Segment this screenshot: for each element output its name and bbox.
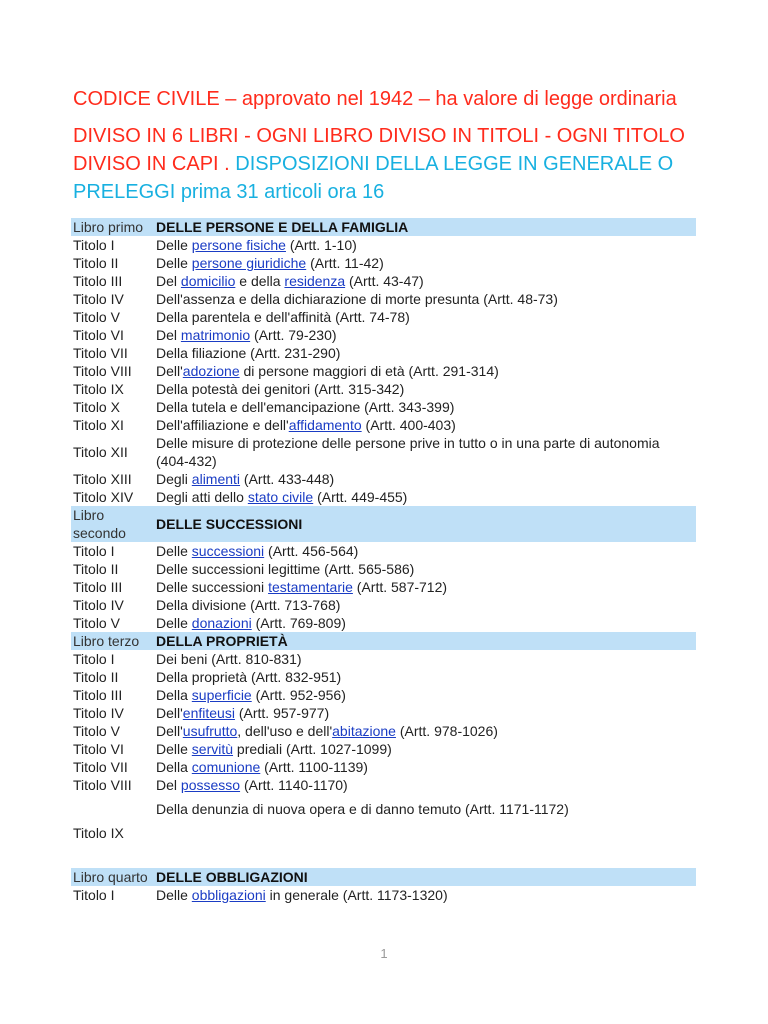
title-description xyxy=(154,740,696,758)
article-link[interactable]: alimenti xyxy=(191,471,241,487)
article-link[interactable]: residenza xyxy=(284,273,346,289)
title-label: Titolo V xyxy=(73,723,120,739)
title-label: Titolo V xyxy=(73,615,120,631)
book-name xyxy=(154,506,696,542)
book-name xyxy=(154,868,696,886)
text-segment: Della divisione (Artt. 713-768) xyxy=(156,597,341,613)
text-segment: Dei beni (Artt. 810-831) xyxy=(156,651,302,667)
article-link[interactable]: persone giuridiche xyxy=(191,255,307,271)
title-row xyxy=(71,434,696,470)
text-segment: Della xyxy=(156,687,192,703)
title-description xyxy=(154,614,696,632)
title-description xyxy=(154,758,696,776)
text-segment: Dell'affiliazione e dell' xyxy=(156,417,289,433)
article-link[interactable]: enfiteusi xyxy=(182,705,235,721)
title-description xyxy=(154,380,696,398)
title-label: Titolo VII xyxy=(73,345,128,361)
text-segment: (Artt. 1140-1170) xyxy=(240,777,348,793)
title-row xyxy=(71,686,696,704)
text-segment: di persone maggiori di età (Artt. 291-314) xyxy=(239,363,499,379)
text-segment: Della parentela e dell'affinità (Artt. 74-78) xyxy=(156,309,410,325)
title-label: Titolo IX xyxy=(73,825,124,841)
book-name xyxy=(154,632,696,650)
text-segment: Del xyxy=(156,327,181,343)
text-segment: (Artt. 11-42) xyxy=(306,255,384,271)
text-segment: Dell' xyxy=(156,723,183,739)
text-segment: Della potestà dei genitori (Artt. 315-342) xyxy=(156,381,405,397)
title-label: Titolo I xyxy=(73,543,115,559)
article-link[interactable]: possesso xyxy=(180,777,241,793)
document-heading: CODICE CIVILE – approvato nel 1942 – ha valore di legge ordinaria xyxy=(73,88,677,110)
title-row xyxy=(71,272,696,290)
text-segment: (Artt. 952-956) xyxy=(251,687,346,703)
text-segment: Delle xyxy=(156,543,192,559)
article-link[interactable]: abitazione xyxy=(332,723,396,739)
page-number: 1 xyxy=(380,946,388,961)
title-row xyxy=(71,290,696,308)
text-segment: Delle xyxy=(156,887,192,903)
title-description xyxy=(154,398,696,416)
title-row xyxy=(71,380,696,398)
spacer-cell xyxy=(71,844,696,868)
title-label: Titolo VI xyxy=(73,741,124,757)
title-label: Titolo X xyxy=(73,399,120,415)
title-description xyxy=(154,308,696,326)
document-subheading xyxy=(73,122,723,206)
text-segment: DELLE PERSONE E DELLA FAMIGLIA xyxy=(156,219,409,235)
title-description xyxy=(154,272,696,290)
title-description xyxy=(154,344,696,362)
title-description xyxy=(154,326,696,344)
title-row xyxy=(71,362,696,380)
title-description xyxy=(154,794,696,844)
title-row xyxy=(71,416,696,434)
title-label: Titolo XIV xyxy=(73,489,134,505)
text-segment: (Artt. 769-809) xyxy=(251,615,346,631)
text-segment: Della proprietà (Artt. 832-951) xyxy=(156,669,342,685)
title-description xyxy=(154,722,696,740)
title-label: Titolo III xyxy=(73,687,123,703)
title-description xyxy=(154,650,696,668)
text-segment: (Artt. 400-403) xyxy=(361,417,456,433)
title-row xyxy=(71,650,696,668)
text-segment: Della denunzia di nuova opera e di danno temuto (Artt. 1171-1172) xyxy=(156,801,569,817)
title-label: Titolo II xyxy=(73,255,119,271)
text-segment: (Artt. 1-10) xyxy=(285,237,357,253)
text-segment: Delle successioni legittime (Artt. 565-586) xyxy=(156,561,415,577)
title-row xyxy=(71,886,696,904)
article-link[interactable]: testamentarie xyxy=(268,579,353,595)
title-row xyxy=(71,542,696,560)
text-segment: Delle xyxy=(156,615,192,631)
text-segment: prediali (Artt. 1027-1099) xyxy=(233,741,392,757)
text-segment: (Artt. 957-977) xyxy=(234,705,330,721)
title-row xyxy=(71,308,696,326)
title-label: Titolo I xyxy=(73,887,115,903)
title-description xyxy=(154,542,696,560)
text-segment: Della xyxy=(156,759,192,775)
title-row xyxy=(71,776,696,794)
article-link[interactable]: usufrutto xyxy=(182,723,238,739)
codice-table-body xyxy=(71,218,696,904)
text-segment: Delle misure di protezione delle persone prive in tutto o in una parte di autonomia (404-432) xyxy=(156,435,660,469)
title-label: Titolo IV xyxy=(73,597,124,613)
text-segment: (Artt. 587-712) xyxy=(352,579,448,595)
title-description xyxy=(154,434,696,470)
book-label: Libro primo xyxy=(71,218,154,236)
article-link[interactable]: servitù xyxy=(191,741,234,757)
title-row xyxy=(71,578,696,596)
text-segment: (Artt. 79-230) xyxy=(250,327,337,343)
article-link[interactable]: affidamento xyxy=(288,417,362,433)
text-segment: Dell' xyxy=(156,705,183,721)
text-segment: DELLE SUCCESSIONI xyxy=(156,516,303,532)
text-segment: , dell'uso e dell' xyxy=(237,723,333,739)
title-row xyxy=(71,560,696,578)
title-row xyxy=(71,488,696,506)
text-segment: Delle xyxy=(156,255,192,271)
book-row xyxy=(71,868,696,886)
text-segment: e della xyxy=(235,273,285,289)
title-label: Titolo I xyxy=(73,651,115,667)
article-link[interactable]: superficie xyxy=(191,687,252,703)
text-segment: Della tutela e dell'emancipazione (Artt. 343-399) xyxy=(156,399,455,415)
book-label: Libro secondo xyxy=(71,506,154,542)
spacer-row xyxy=(71,844,696,868)
article-link[interactable]: successioni xyxy=(191,543,265,559)
article-link[interactable]: donazioni xyxy=(191,615,252,631)
title-row xyxy=(71,614,696,632)
title-label: Titolo XII xyxy=(73,444,128,460)
title-description xyxy=(154,470,696,488)
text-segment: in generale (Artt. 1173-1320) xyxy=(265,887,448,903)
text-segment: (Artt. 449-455) xyxy=(313,489,408,505)
text-segment: (Artt. 43-47) xyxy=(345,273,424,289)
title-description xyxy=(154,416,696,434)
text-segment: Dell'assenza e della dichiarazione di morte presunta (Artt. 48-73) xyxy=(156,291,558,307)
text-segment: Dell' xyxy=(156,363,183,379)
title-description xyxy=(154,236,696,254)
title-description xyxy=(154,776,696,794)
title-label: Titolo VIII xyxy=(73,363,132,379)
title-description xyxy=(154,290,696,308)
title-description xyxy=(154,560,696,578)
title-label: Titolo IV xyxy=(73,291,124,307)
text-segment: DELLA PROPRIETÀ xyxy=(156,633,288,649)
subheading-red-text: DIVISO IN 6 LIBRI - OGNI LIBRO DIVISO IN TITOLI - OGNI TITOLO DIVISO IN CAPI . xyxy=(73,125,685,175)
title-row xyxy=(71,344,696,362)
title-description xyxy=(154,488,696,506)
codice-civile-table xyxy=(71,218,696,904)
book-label: Libro terzo xyxy=(71,632,154,650)
title-row xyxy=(71,794,696,844)
text-segment: Delle xyxy=(156,741,192,757)
article-link[interactable]: domicilio xyxy=(180,273,236,289)
title-description xyxy=(154,254,696,272)
subheading-blue-text: DISPOSIZIONI DELLA LEGGE IN GENERALE O PRELEGGI prima 31 articoli ora 16 xyxy=(73,153,674,203)
title-row xyxy=(71,722,696,740)
title-label: Titolo IX xyxy=(73,381,124,397)
text-segment: DELLE OBBLIGAZIONI xyxy=(156,869,308,885)
text-segment: Degli xyxy=(156,471,192,487)
title-description xyxy=(154,668,696,686)
book-row xyxy=(71,632,696,650)
title-label: Titolo XI xyxy=(73,417,124,433)
title-label: Titolo VI xyxy=(73,327,124,343)
article-link[interactable]: stato civile xyxy=(247,489,314,505)
text-segment: Delle xyxy=(156,237,192,253)
title-row xyxy=(71,758,696,776)
title-description xyxy=(154,362,696,380)
title-row xyxy=(71,596,696,614)
text-segment: Degli atti dello xyxy=(156,489,248,505)
title-description xyxy=(154,704,696,722)
title-label: Titolo V xyxy=(73,309,120,325)
title-description xyxy=(154,596,696,614)
article-link[interactable]: matrimonio xyxy=(180,327,251,343)
title-row xyxy=(71,470,696,488)
text-segment: Delle successioni xyxy=(156,579,269,595)
title-description xyxy=(154,886,696,904)
text-segment: Del xyxy=(156,273,181,289)
article-link[interactable]: persone fisiche xyxy=(191,237,286,253)
article-link[interactable]: obbligazioni xyxy=(191,887,266,903)
text-segment: (Artt. 433-448) xyxy=(240,471,335,487)
book-name xyxy=(154,218,696,236)
book-label: Libro quarto xyxy=(71,868,154,886)
title-description xyxy=(154,686,696,704)
text-segment: Della filiazione (Artt. 231-290) xyxy=(156,345,341,361)
title-row xyxy=(71,398,696,416)
book-row xyxy=(71,506,696,542)
title-row xyxy=(71,236,696,254)
text-segment: (Artt. 456-564) xyxy=(264,543,359,559)
title-row xyxy=(71,254,696,272)
title-row xyxy=(71,740,696,758)
title-label: Titolo IV xyxy=(73,705,124,721)
title-label: Titolo III xyxy=(73,273,123,289)
article-link[interactable]: comunione xyxy=(191,759,261,775)
book-row xyxy=(71,218,696,236)
title-label: Titolo I xyxy=(73,237,115,253)
title-row xyxy=(71,704,696,722)
title-label: Titolo XIII xyxy=(73,471,132,487)
title-label: Titolo II xyxy=(73,561,119,577)
title-row xyxy=(71,326,696,344)
title-row xyxy=(71,668,696,686)
text-segment: (Artt. 1100-1139) xyxy=(260,759,368,775)
title-label: Titolo VIII xyxy=(73,777,132,793)
title-label: Titolo II xyxy=(73,669,119,685)
text-segment: (Artt. 978-1026) xyxy=(395,723,498,739)
title-label: Titolo VII xyxy=(73,759,128,775)
article-link[interactable]: adozione xyxy=(182,363,240,379)
title-label: Titolo III xyxy=(73,579,123,595)
title-description xyxy=(154,578,696,596)
text-segment: Del xyxy=(156,777,181,793)
